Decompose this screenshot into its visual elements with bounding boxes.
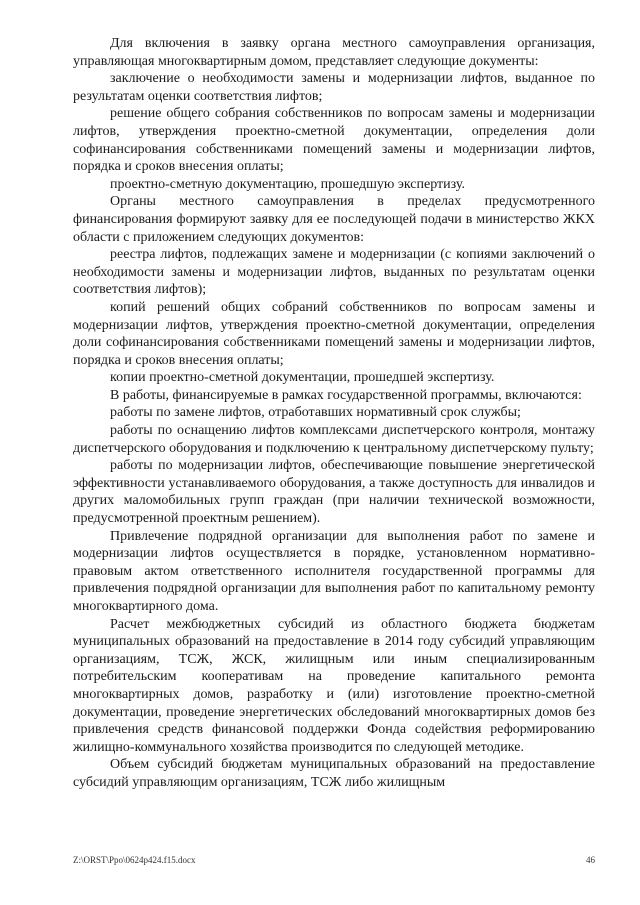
- file-path: Z:\ORST\Ppo\0624p424.f15.docx: [73, 855, 196, 865]
- page-footer: [73, 855, 595, 865]
- paragraph: Объем субсидий бюджетам муниципальных образований на предоставление субсидий управляющим организациям, ТСЖ либо жилищным: [73, 757, 595, 790]
- paragraph: Расчет межбюджетных субсидий из областного бюджета бюджетам муниципальных образований на предоставление в 2014 году субсидий управляющим организациям, ТСЖ, ЖСК, жилищным или иным специализированным потребительским кооперативам на проведение капитального ремонта многоквартирных домов, разработку и (или) изготовление проектно-сметной документации, проведение энергетических обследований многоквартирных домов без привлечения средств финансовой поддержки Фонда содействия реформированию жилищно-коммунального хозяйства производится по следующей методике.: [73, 616, 595, 755]
- paragraph: решение общего собрания собственников по вопросам замены и модернизации лифтов, утверждения проектно-сметной документации, определения доли софинансирования собственниками помещений замены и модернизации лифтов, порядка и сроков внесения оплаты;: [73, 106, 595, 175]
- paragraph: копии проектно-сметной документации, прошедшей экспертизу.: [110, 370, 495, 386]
- paragraph: заключение о необходимости замены и модернизации лифтов, выданное по результатам оценки соответствия лифтов;: [73, 71, 595, 104]
- paragraph: Привлечение подрядной организации для выполнения работ по замене и модернизации лифтов осуществляется в порядке, установленном нормативно-правовым актом ответственного исполнителя государственной программы для привлечения подрядной организации для выполнения работ по капитальному ремонту многоквартирного дома.: [73, 528, 595, 614]
- paragraph: работы по оснащению лифтов комплексами диспетчерского контроля, монтажу диспетчерского оборудования и подключению к центральному диспетчерскому пульту;: [73, 423, 595, 456]
- paragraph: Органы местного самоуправления в пределах предусмотренного финансирования формируют заявку для ее последующей подачи в министерство ЖКХ области с приложением следующих документов:: [73, 194, 595, 245]
- paragraph: В работы, финансируемые в рамках государственной программы, включаются:: [110, 387, 582, 403]
- paragraph: работы по замене лифтов, отработавших нормативный срок службы;: [110, 405, 521, 421]
- paragraph: работы по модернизации лифтов, обеспечивающие повышение энергетической эффективности устанавливаемого оборудования, а также доступность для инвалидов и других маломобильных групп граждан (при наличии технической возможности, предусмотренной проектным решением).: [73, 458, 595, 527]
- paragraph: копий решений общих собраний собственников по вопросам замены и модернизации лифтов, утверждения проектно-сметной документации, определения доли софинансирования собственниками помещений замены и модернизации лифтов, порядка и сроков внесения оплаты;: [73, 299, 595, 368]
- paragraph: проектно-сметную документацию, прошедшую экспертизу.: [110, 176, 465, 192]
- paragraph: реестра лифтов, подлежащих замене и модернизации (с копиями заключений о необходимости замены и модернизации лифтов, выданных по результатам оценки соответствия лифтов);: [73, 247, 595, 298]
- document-body: [73, 35, 595, 792]
- paragraph: Для включения в заявку органа местного самоуправления организация, управляющая многоквартирным домом, представляет следующие документы:: [73, 36, 595, 69]
- page-number: 46: [586, 855, 595, 865]
